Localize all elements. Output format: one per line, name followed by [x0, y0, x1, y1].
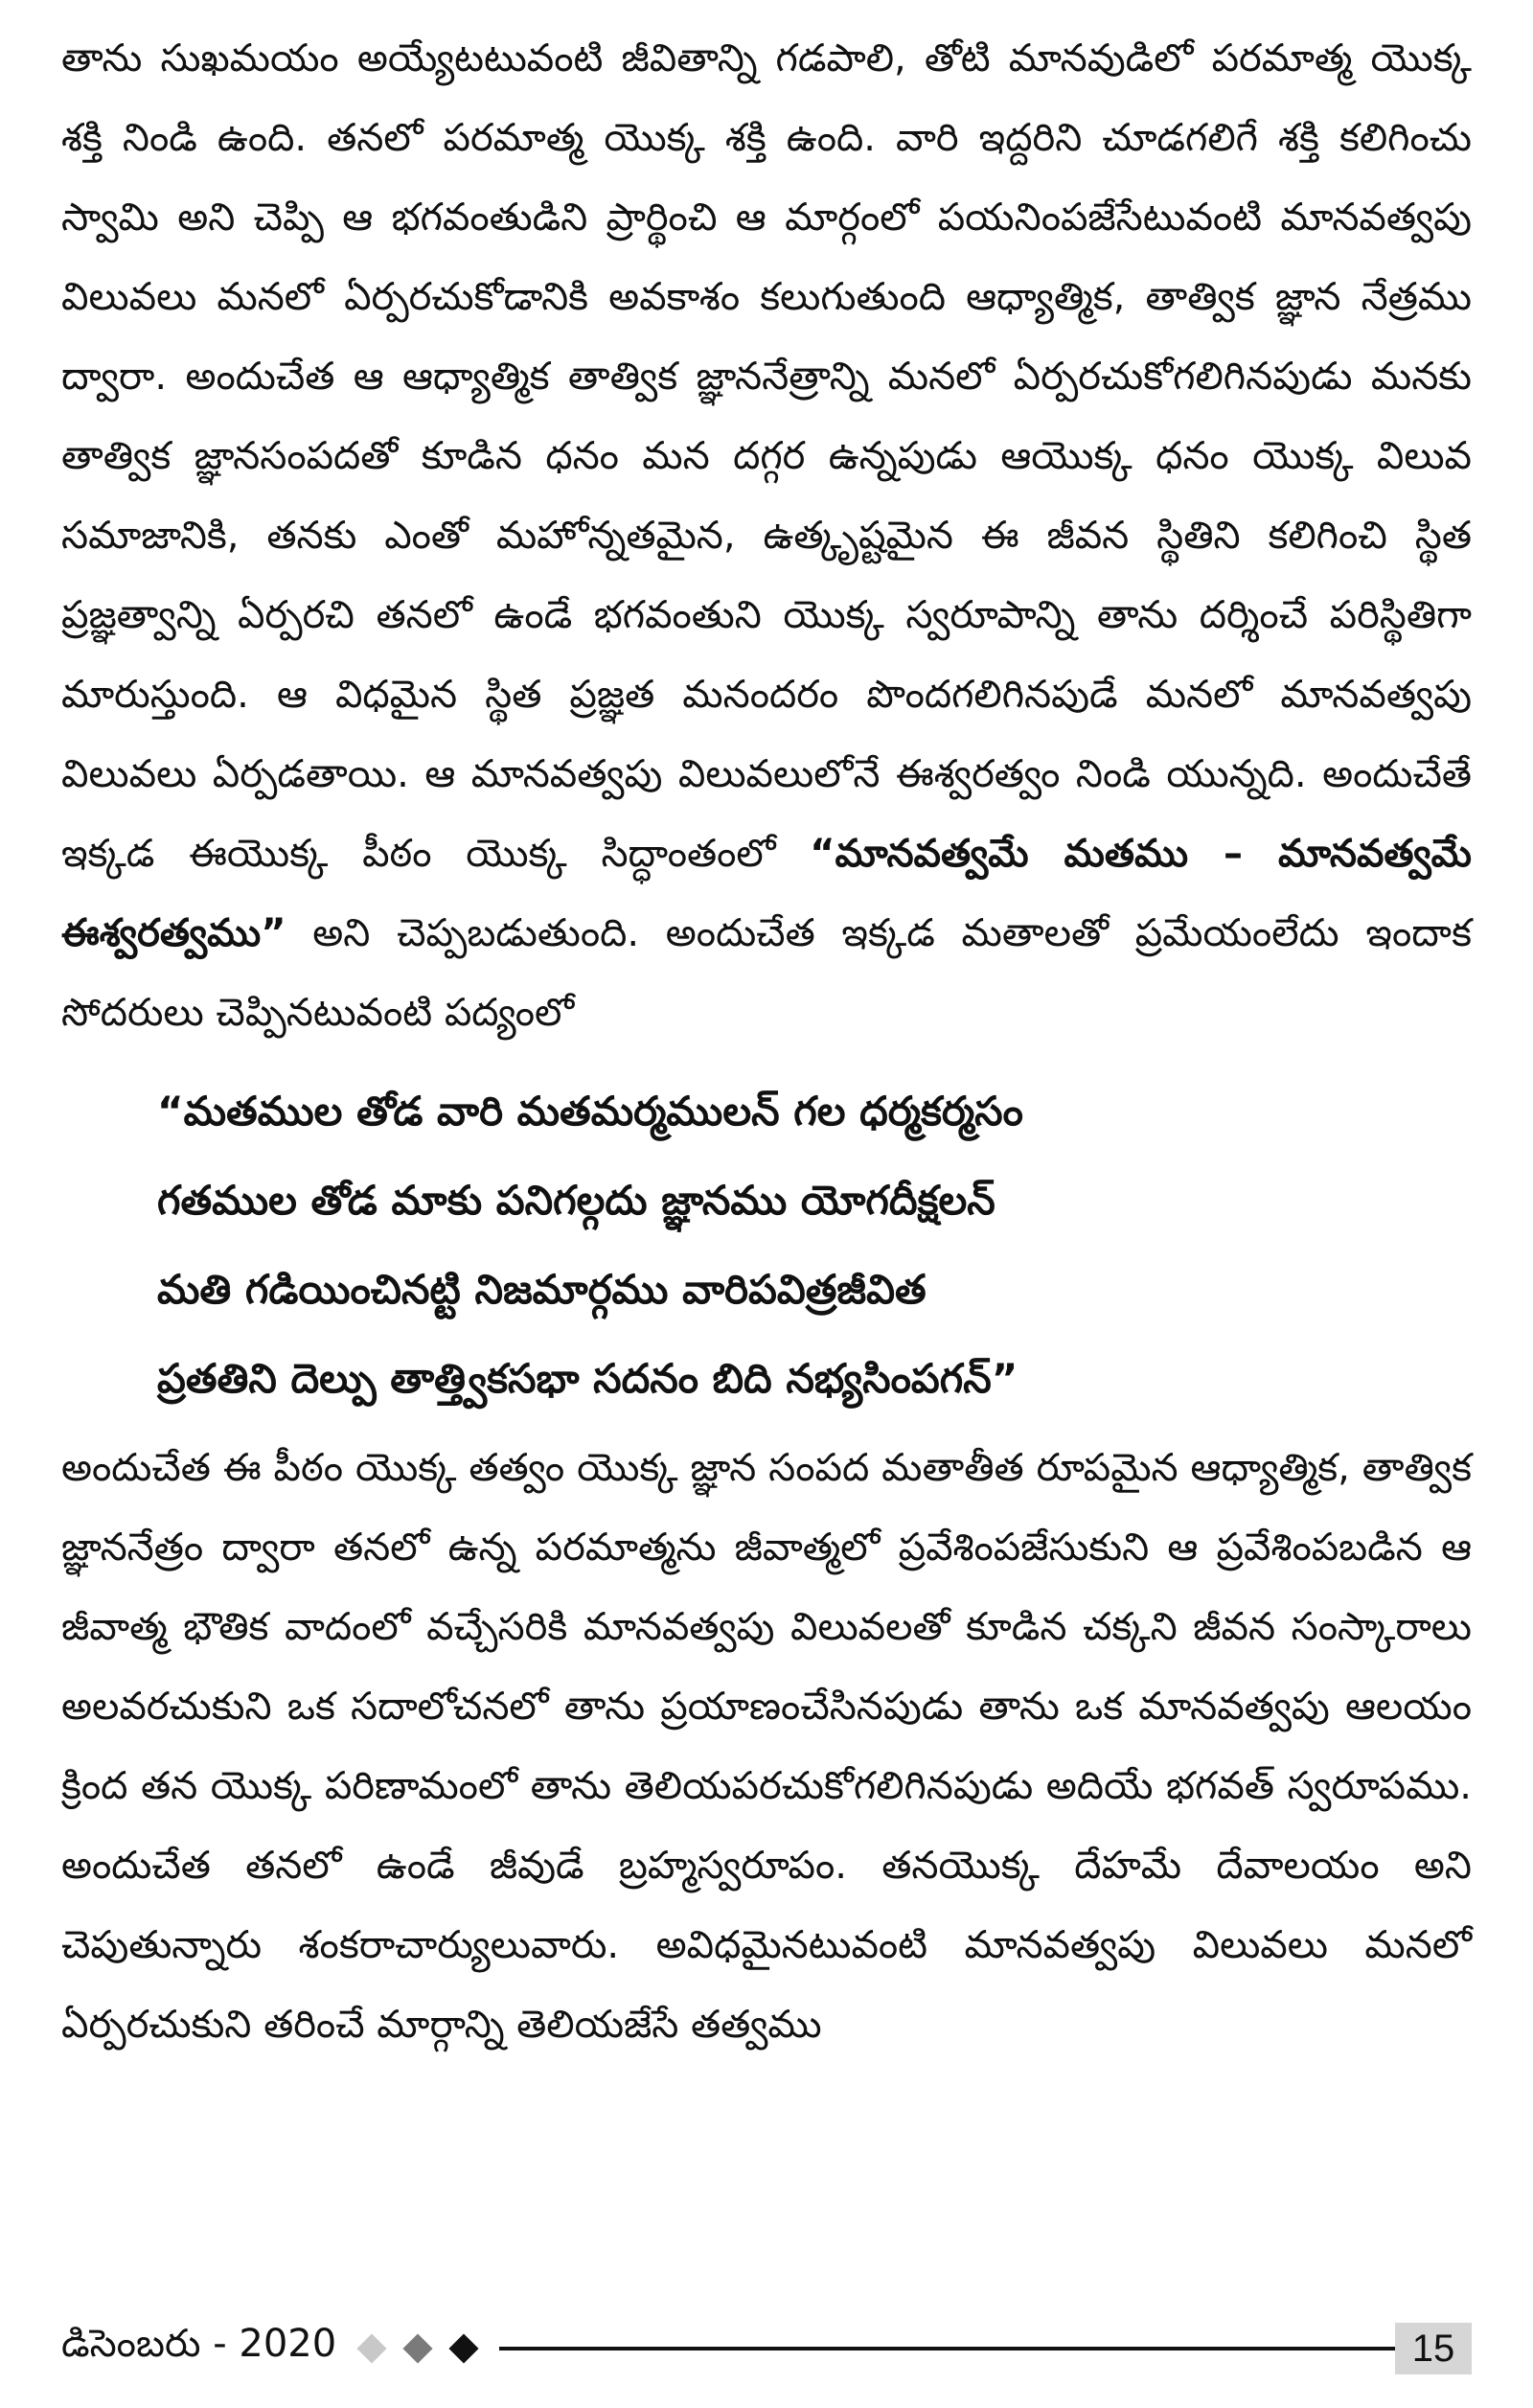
footer-date: డిసెంబరు - 2020 — [61, 2322, 337, 2366]
poem-line-2: గతముల తోడ మాకు పనిగల్గదు జ్ఞానము యోగదీక్షలన్ — [157, 1177, 995, 1224]
page-number: 15 — [1395, 2323, 1472, 2374]
footer-rule — [499, 2347, 1395, 2351]
article-body — [61, 19, 1472, 2065]
poem-line-3: మతి గడియించినట్టి నిజమార్గము వారిపవిత్రజీవిత — [157, 1266, 927, 1313]
poem-line-1: “మతముల తోడ వారి మతమర్మములన్ గల ధర్మకర్మసం — [157, 1088, 1023, 1135]
poem-line-4: ప్రతతిని దెల్పు తాత్త్వికసభా సదనం బిది నభ్యసింపగన్” — [157, 1355, 1018, 1402]
grey-diamond-icon — [403, 2333, 433, 2363]
poem-verse — [157, 1066, 1472, 1423]
paragraph-1 — [61, 19, 1472, 1053]
paragraph-2: అందుచేత ఈ పీఠం యొక్క తత్వం యొక్క జ్ఞాన సంపద మతాతీత రూపమైన ఆధ్యాత్మిక, తాత్విక జ్ఞాననేత్రం ద్వారా తనలో ఉన్న పరమాత్మను జీవాత్మలో ప్రవేశింపజేసుకుని ఆ ప్రవేశింపబడిన ఆ జీవాత్మ భౌతిక వాదంలో వచ్చేసరికి మానవత్వపు విలువలతో కూడిన చక్కని జీవన సంస్కారాలు అలవరచుకుని ఒక సదాలోచనలో తాను ప్రయాణంచేసినపుడు తాను ఒక మానవత్వపు ఆలయం క్రింద తన యొక్క పరిణామంలో తాను తెలియపరచుకోగలిగినపుడు అదియే భగవత్ స్వరూపము. అందుచేత తనలో ఉండే జీవుడే బ్రహ్మస్వరూపం. తనయొక్క దేహమే దేవాలయం అని చెపుతున్నారు శంకరాచార్యులువారు. అవిధమైనటువంటి మానవత్వపు విలువలు మనలో ఏర్పరచుకుని తరించే మార్గాన్ని తెలియజేసే తత్వము — [61, 1446, 1472, 2047]
paragraph-1-end: అని చెప్పబడుతుంది. అందుచేత ఇక్కడ మతాలతో ప్రమేయంలేదు ఇందాక సోదరులు చెప్పినటువంటి పద్యంలో — [61, 911, 1472, 1035]
dark-diamond-icon — [449, 2333, 479, 2363]
light-diamond-icon — [357, 2333, 387, 2363]
motto-quote: “మానవత్వమే మతము – మానవత్వమే ఈశ్వరత్వము” — [61, 832, 1472, 955]
paragraph-1-text: తాను సుఖమయం అయ్యేటటువంటి జీవితాన్ని గడపాలి, తోటి మానవుడిలో పరమాత్మ యొక్క శక్తి నిండి ఉంది. తనలో పరమాత్మ యొక్క శక్తి ఉంది. వారి ఇద్దరిని చూడగలిగే శక్తి కలిగించు స్వామి అని చెప్పి ఆ భగవంతుడిని ప్రార్థించి ఆ మార్గంలో పయనింపజేసేటువంటి మానవత్వపు విలువలు మనలో ఏర్పరచుకోడానికి అవకాశం కలుగుతుంది ఆధ్యాత్మిక, తాత్విక జ్ఞాన నేత్రము ద్వారా. అందుచేత ఆ ఆధ్యాత్మిక తాత్విక జ్ఞాననేత్రాన్ని మనలో ఏర్పరచుకోగలిగినపుడు మనకు తాత్విక జ్ఞానసంపదతో కూడిన ధనం మన దగ్గర ఉన్నపుడు ఆయొక్క ధనం యొక్క విలువ సమాజానికి, తనకు ఎంతో మహోన్నతమైన, ఉత్కృష్టమైన ఈ జీవన స్థితిని కలిగించి స్థిత ప్రజ్ఞత్వాన్ని ఏర్పరచి తనలో ఉండే భగవంతుని యొక్క స్వరూపాన్ని తాను దర్శించే పరిస్థితిగా మారుస్తుంది. ఆ విధమైన స్థిత ప్రజ్ఞత మనందరం పొందగలిగినపుడే మనలో మానవత్వపు విలువలు ఏర్పడతాయి. ఆ మానవత్వపు విలువలులోనే ఈశ్వరత్వం నిండి యున్నది. అందుచేతే ఇక్కడ ఈయొక్క పీఠం యొక్క సిద్ధాంతంలో — [61, 36, 1472, 876]
page-footer — [61, 2319, 1472, 2378]
